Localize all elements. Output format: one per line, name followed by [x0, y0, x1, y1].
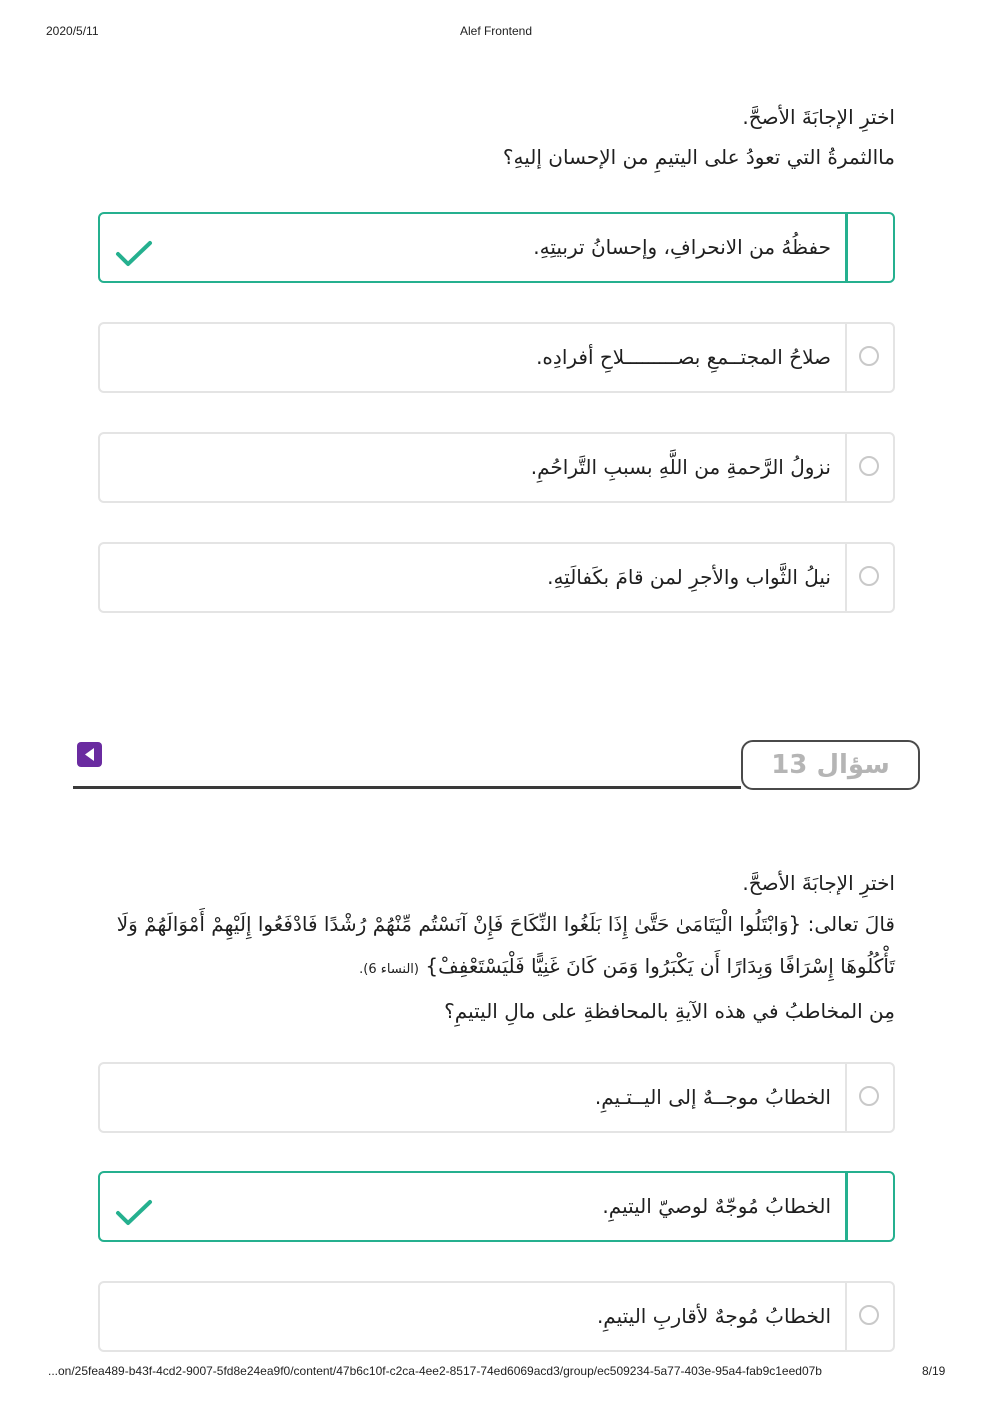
- check-icon: [114, 238, 154, 270]
- option-label: الخطابُ مُوجهٌ لأقاربِ اليتيمِ.: [596, 1304, 831, 1328]
- check-icon: [114, 1197, 154, 1229]
- option-marker: [845, 1064, 893, 1131]
- question-number-tab: سؤال 13: [741, 740, 920, 790]
- option-label: الخطابُ مُوجّهٌ لوصيّ اليتيمِ.: [602, 1194, 831, 1218]
- verse-reference: (النساء 6).: [359, 962, 419, 977]
- print-header: [0, 24, 992, 40]
- option-marker: [845, 324, 893, 391]
- option-label: صلاحُ المجتــمعِ بصـــــــــلاحِ أفرادِه.: [536, 345, 831, 369]
- option-label: نزولُ الرَّحمةِ من اللَّهِ بسببِ التَّراحُمِ.: [530, 455, 831, 479]
- answer-option[interactable]: [98, 322, 895, 393]
- header-divider: [73, 786, 741, 789]
- question-13-prompt: [98, 863, 895, 1031]
- answer-option-correct[interactable]: [98, 1171, 895, 1242]
- caret-left-icon: [85, 748, 95, 761]
- print-date: 2020/5/11: [46, 24, 99, 38]
- option-marker: [845, 1283, 893, 1350]
- radio-circle-icon[interactable]: [859, 566, 879, 586]
- option-label: الخطابُ موجــهٌ إلى اليــتـيمِ.: [594, 1085, 831, 1109]
- previous-question-button[interactable]: [77, 742, 102, 767]
- verse-text: تَأْكُلُوهَا إِسْرَافًا وَبِدَارًا أَن يَكْبَرُوا وَمَن كَانَ غَنِيًّا فَلْيَسْتَعْفِفْ}: [425, 954, 895, 978]
- page-url: ...on/25fea489-b43f-4cd2-9007-5fd8e24ea9f0/content/47b6c10f-c2ca-4ee2-8517-74ed6069acd3/group/ec509234-5a77-403e-95a4-fab9c1eed07b: [48, 1364, 822, 1378]
- answer-option-correct[interactable]: [98, 212, 895, 283]
- verse-line-2: [98, 945, 895, 991]
- option-marker: [845, 434, 893, 501]
- radio-circle-icon[interactable]: [859, 346, 879, 366]
- question-12-prompt: [98, 97, 895, 177]
- answer-option[interactable]: [98, 542, 895, 613]
- option-marker: [845, 214, 893, 281]
- radio-circle-icon[interactable]: [859, 1086, 879, 1106]
- question-instruction: اخترِ الإجابَةَ الأصحَّ.: [742, 871, 895, 895]
- verse-line-1: قالَ تعالى: {وَابْتَلُوا الْيَتَامَىٰ حَتَّىٰ إِذَا بَلَغُوا النِّكَاحَ فَإِنْ آنَسْتُم مِّنْهُمْ رُشْدًا فَادْفَعُوا إِلَيْهِمْ أَمْوَالَهُمْ وَلَا: [116, 912, 895, 936]
- question-header: [73, 740, 920, 792]
- answer-option[interactable]: [98, 1281, 895, 1352]
- answer-option[interactable]: [98, 432, 895, 503]
- option-label: حفظُهُ من الانحرافِ، وإحسانُ تربيتِهِ.: [533, 235, 831, 259]
- radio-circle-icon[interactable]: [859, 456, 879, 476]
- page-number: 8/19: [922, 1364, 946, 1378]
- question-text: مِن المخاطبُ في هذه الآيةِ بالمحافظةِ على مالِ اليتيمِ؟: [444, 999, 895, 1023]
- option-marker: [845, 1173, 893, 1240]
- radio-circle-icon[interactable]: [859, 1305, 879, 1325]
- option-marker: [845, 544, 893, 611]
- print-footer: [0, 1364, 992, 1380]
- question-instruction: اخترِ الإجابَةَ الأصحَّ.: [742, 105, 895, 129]
- option-label: نيلُ الثَّواب والأجرِ لمن قامَ بكَفالَتِهِ.: [547, 565, 831, 589]
- question-text: ماالثمرةُ التي تعودُ على اليتيمِ من الإحسان إليهِ؟: [502, 145, 895, 169]
- answer-option[interactable]: [98, 1062, 895, 1133]
- print-title: Alef Frontend: [459, 24, 533, 38]
